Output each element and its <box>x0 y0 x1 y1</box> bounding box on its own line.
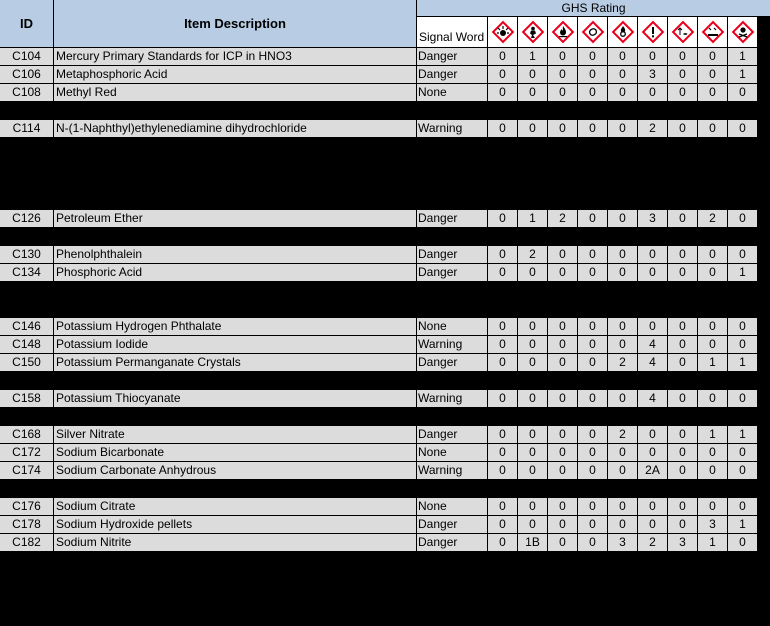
ghs-rating-value: 0 <box>608 462 637 479</box>
table-row <box>0 534 770 551</box>
ghs-rating-value: 0 <box>578 534 607 551</box>
ghs-rating-value: 0 <box>578 516 607 533</box>
ghs-rating-value: 1 <box>698 534 727 551</box>
ghs-rating-value: 2 <box>638 120 667 137</box>
ghs-rating-value: 3 <box>638 210 667 227</box>
ghs-rating-value: 0 <box>518 390 547 407</box>
ghs-rating-value: 0 <box>668 426 697 443</box>
ghs-rating-value: 0 <box>638 426 667 443</box>
table-row <box>0 336 770 353</box>
signal-word: None <box>417 444 487 461</box>
ghs-rating-value: 0 <box>728 390 757 407</box>
signal-word: Danger <box>417 246 487 263</box>
ghs-rating-value: 0 <box>668 210 697 227</box>
item-description: Metaphosphoric Acid <box>54 66 416 83</box>
ghs-rating-value: 0 <box>638 498 667 515</box>
ghs-rating-value: 3 <box>668 534 697 551</box>
ghs-rating-value: 0 <box>578 246 607 263</box>
ghs-rating-value: 0 <box>518 318 547 335</box>
signal-word: Danger <box>417 264 487 281</box>
table-row <box>0 354 770 371</box>
signal-word: Danger <box>417 210 487 227</box>
ghs-rating-value: 0 <box>488 246 517 263</box>
ghs-rating-value: 0 <box>668 336 697 353</box>
ghs-rating-value: 0 <box>668 462 697 479</box>
ghs-rating-value: 0 <box>668 48 697 65</box>
signal-word: Danger <box>417 354 487 371</box>
ghs-rating-value: 0 <box>608 246 637 263</box>
ghs-rating-value: 0 <box>578 84 607 101</box>
ghs-rating-value: 0 <box>548 336 577 353</box>
ghs-pictogram-svg <box>521 20 545 44</box>
flame-over-circle-icon <box>608 17 637 47</box>
ghs-rating-value: 0 <box>548 48 577 65</box>
ghs-rating-value: 0 <box>638 264 667 281</box>
ghs-rating-value: 2 <box>698 210 727 227</box>
ghs-pictogram-svg <box>491 20 515 44</box>
ghs-rating-value: 0 <box>698 444 727 461</box>
ghs-pictogram-svg <box>701 20 725 44</box>
ghs-rating-value: 0 <box>608 318 637 335</box>
ghs-rating-value: 0 <box>488 444 517 461</box>
ghs-rating-value: 0 <box>638 444 667 461</box>
ghs-rating-value: 1 <box>728 48 757 65</box>
table-row <box>0 210 770 227</box>
exploding-bomb-icon <box>488 17 517 47</box>
ghs-rating-value: 4 <box>638 354 667 371</box>
signal-word: Danger <box>417 516 487 533</box>
ghs-rating-value: 0 <box>518 426 547 443</box>
signal-word: Warning <box>417 336 487 353</box>
ghs-rating-value: 0 <box>578 426 607 443</box>
ghs-rating-value: 0 <box>518 498 547 515</box>
ghs-rating-value: 0 <box>488 516 517 533</box>
ghs-rating-value: 0 <box>578 498 607 515</box>
item-description: Potassium Iodide <box>54 336 416 353</box>
gas-cylinder-icon <box>578 17 607 47</box>
health-hazard-icon <box>518 17 547 47</box>
ghs-rating-value: 0 <box>548 444 577 461</box>
signal-word: None <box>417 84 487 101</box>
ghs-rating-value: 1B <box>518 534 547 551</box>
corrosion-icon <box>698 17 727 47</box>
ghs-rating-value: 0 <box>668 120 697 137</box>
ghs-rating-value: 0 <box>668 84 697 101</box>
ghs-rating-value: 0 <box>518 336 547 353</box>
ghs-rating-value: 0 <box>608 444 637 461</box>
table-row <box>0 426 770 443</box>
exclamation-mark-icon <box>638 17 667 47</box>
ghs-rating-value: 0 <box>698 66 727 83</box>
ghs-rating-value: 0 <box>698 318 727 335</box>
ghs-rating-value: 0 <box>518 120 547 137</box>
ghs-rating-value: 0 <box>518 462 547 479</box>
ghs-rating-value: 0 <box>698 264 727 281</box>
ghs-rating-value: 0 <box>518 354 547 371</box>
ghs-rating-value: 0 <box>728 84 757 101</box>
ghs-rating-value: 0 <box>698 120 727 137</box>
ghs-rating-value: 1 <box>518 48 547 65</box>
ghs-rating-value: 1 <box>728 516 757 533</box>
ghs-pictogram-svg <box>611 20 635 44</box>
item-id: C146 <box>0 318 53 335</box>
flame-icon <box>548 17 577 47</box>
table-row <box>0 48 770 65</box>
ghs-rating-value: 1 <box>728 354 757 371</box>
ghs-rating-value: 0 <box>578 354 607 371</box>
ghs-rating-value: 0 <box>488 210 517 227</box>
item-id: C150 <box>0 354 53 371</box>
item-description: Potassium Hydrogen Phthalate <box>54 318 416 335</box>
ghs-rating-value: 0 <box>488 462 517 479</box>
item-id: C130 <box>0 246 53 263</box>
ghs-rating-value: 0 <box>668 354 697 371</box>
ghs-rating-value: 0 <box>728 120 757 137</box>
ghs-rating-value: 0 <box>518 444 547 461</box>
ghs-pictogram-svg <box>671 20 695 44</box>
ghs-rating-value: 4 <box>638 336 667 353</box>
ghs-rating-value: 0 <box>488 426 517 443</box>
ghs-rating-value: 0 <box>548 66 577 83</box>
ghs-rating-value: 0 <box>578 336 607 353</box>
ghs-rating-value: 0 <box>668 516 697 533</box>
ghs-rating-value: 0 <box>608 516 637 533</box>
ghs-rating-value: 2 <box>608 354 637 371</box>
ghs-rating-value: 1 <box>728 66 757 83</box>
ghs-rating-value: 0 <box>728 210 757 227</box>
item-description: Sodium Carbonate Anhydrous <box>54 462 416 479</box>
ghs-rating-value: 0 <box>578 48 607 65</box>
table-row <box>0 318 770 335</box>
item-description: Silver Nitrate <box>54 426 416 443</box>
ghs-rating-value: 0 <box>698 246 727 263</box>
ghs-rating-value: 0 <box>638 48 667 65</box>
ghs-rating-value: 0 <box>638 246 667 263</box>
ghs-rating-value: 0 <box>698 498 727 515</box>
ghs-rating-value: 0 <box>548 534 577 551</box>
table-row <box>0 66 770 83</box>
ghs-rating-value: 0 <box>668 264 697 281</box>
signal-word: Warning <box>417 390 487 407</box>
ghs-rating-value: 1 <box>698 426 727 443</box>
signal-word: Warning <box>417 120 487 137</box>
ghs-rating-value: 1 <box>728 426 757 443</box>
ghs-pictogram-svg <box>551 20 575 44</box>
id-column-header: ID <box>0 0 53 47</box>
item-description: Potassium Permanganate Crystals <box>54 354 416 371</box>
ghs-rating-value: 3 <box>608 534 637 551</box>
signal-word: Danger <box>417 48 487 65</box>
item-id: C134 <box>0 264 53 281</box>
ghs-rating-value: 0 <box>728 336 757 353</box>
ghs-rating-value: 0 <box>488 534 517 551</box>
item-id: C108 <box>0 84 53 101</box>
table-row <box>0 516 770 533</box>
ghs-rating-value: 0 <box>518 84 547 101</box>
item-description: Sodium Bicarbonate <box>54 444 416 461</box>
ghs-rating-value: 0 <box>578 462 607 479</box>
table-row <box>0 84 770 101</box>
table-row <box>0 264 770 281</box>
ghs-rating-value: 0 <box>578 444 607 461</box>
ghs-rating-value: 0 <box>668 390 697 407</box>
ghs-rating-value: 0 <box>488 48 517 65</box>
item-id: C104 <box>0 48 53 65</box>
environment-icon <box>668 17 697 47</box>
ghs-rating-value: 2 <box>548 210 577 227</box>
ghs-rating-value: 2 <box>608 426 637 443</box>
ghs-rating-value: 0 <box>728 534 757 551</box>
ghs-rating-value: 0 <box>608 390 637 407</box>
signal-word: Danger <box>417 426 487 443</box>
ghs-rating-value: 3 <box>698 516 727 533</box>
ghs-rating-value: 0 <box>728 444 757 461</box>
ghs-rating-value: 0 <box>728 246 757 263</box>
item-description: Methyl Red <box>54 84 416 101</box>
ghs-rating-value: 0 <box>638 84 667 101</box>
ghs-rating-value: 0 <box>548 318 577 335</box>
ghs-rating-value: 0 <box>728 498 757 515</box>
ghs-rating-value: 0 <box>578 66 607 83</box>
signal-word: Danger <box>417 66 487 83</box>
ghs-rating-value: 0 <box>578 210 607 227</box>
ghs-rating-value: 0 <box>518 264 547 281</box>
ghs-rating-value: 0 <box>548 462 577 479</box>
ghs-rating-value: 0 <box>608 84 637 101</box>
ghs-rating-value: 0 <box>668 246 697 263</box>
item-id: C126 <box>0 210 53 227</box>
item-id: C172 <box>0 444 53 461</box>
ghs-rating-value: 0 <box>698 390 727 407</box>
ghs-rating-value: 0 <box>488 66 517 83</box>
ghs-rating-value: 0 <box>668 444 697 461</box>
ghs-rating-value: 0 <box>638 318 667 335</box>
ghs-rating-value: 1 <box>518 210 547 227</box>
table-row <box>0 498 770 515</box>
ghs-rating-value: 0 <box>698 336 727 353</box>
item-description: Petroleum Ether <box>54 210 416 227</box>
item-id: C168 <box>0 426 53 443</box>
ghs-rating-value: 0 <box>608 48 637 65</box>
ghs-rating-value: 0 <box>608 120 637 137</box>
ghs-rating-value: 0 <box>488 336 517 353</box>
ghs-rating-value: 0 <box>548 498 577 515</box>
ghs-rating-value: 0 <box>608 336 637 353</box>
ghs-rating-value: 0 <box>548 264 577 281</box>
table-row <box>0 462 770 479</box>
ghs-rating-value: 0 <box>488 354 517 371</box>
ghs-rating-value: 0 <box>488 120 517 137</box>
item-id: C178 <box>0 516 53 533</box>
skull-crossbones-icon <box>728 17 757 47</box>
ghs-rating-value: 2 <box>518 246 547 263</box>
ghs-rating-value: 0 <box>488 318 517 335</box>
item-description: Sodium Nitrite <box>54 534 416 551</box>
ghs-rating-value: 3 <box>638 66 667 83</box>
ghs-rating-value: 0 <box>608 66 637 83</box>
ghs-rating-value: 0 <box>608 498 637 515</box>
ghs-rating-value: 0 <box>728 318 757 335</box>
item-description: Phosphoric Acid <box>54 264 416 281</box>
ghs-rating-value: 1 <box>728 264 757 281</box>
ghs-rating-value: 0 <box>698 462 727 479</box>
ghs-pictogram-svg <box>581 20 605 44</box>
item-description: Sodium Hydroxide pellets <box>54 516 416 533</box>
item-description: Sodium Citrate <box>54 498 416 515</box>
ghs-rating-value: 0 <box>608 210 637 227</box>
signal-word: Danger <box>417 534 487 551</box>
ghs-rating-value: 0 <box>578 318 607 335</box>
ghs-rating-value: 0 <box>548 84 577 101</box>
ghs-rating-value: 0 <box>698 84 727 101</box>
ghs-rating-value: 0 <box>548 246 577 263</box>
signal-word: None <box>417 498 487 515</box>
signal-word: Warning <box>417 462 487 479</box>
ghs-rating-value: 0 <box>578 390 607 407</box>
item-description: Phenolphthalein <box>54 246 416 263</box>
ghs-pictogram-svg <box>641 20 665 44</box>
ghs-rating-value: 0 <box>548 516 577 533</box>
item-id: C176 <box>0 498 53 515</box>
ghs-rating-value: 0 <box>548 426 577 443</box>
ghs-rating-value: 0 <box>698 48 727 65</box>
ghs-rating-value: 2 <box>638 534 667 551</box>
ghs-rating-value: 0 <box>518 516 547 533</box>
ghs-rating-value: 0 <box>488 84 517 101</box>
ghs-rating-value: 0 <box>578 264 607 281</box>
ghs-rating-value: 0 <box>518 66 547 83</box>
description-column-header: Item Description <box>54 0 416 47</box>
ghs-rating-value: 0 <box>548 390 577 407</box>
ghs-rating-value: 0 <box>608 264 637 281</box>
item-id: C114 <box>0 120 53 137</box>
ghs-pictogram-svg <box>731 20 755 44</box>
ghs-rating-value: 0 <box>578 120 607 137</box>
ghs-rating-value: 4 <box>638 390 667 407</box>
ghs-rating-value: 0 <box>668 318 697 335</box>
ghs-rating-value: 2A <box>638 462 667 479</box>
signal-word-header: Signal Word <box>417 17 487 47</box>
ghs-rating-value: 0 <box>668 66 697 83</box>
item-id: C182 <box>0 534 53 551</box>
table-row <box>0 120 770 137</box>
ghs-rating-value: 0 <box>548 354 577 371</box>
item-id: C106 <box>0 66 53 83</box>
ghs-rating-value: 0 <box>488 264 517 281</box>
ghs-rating-value: 0 <box>728 462 757 479</box>
ghs-rating-value: 0 <box>488 390 517 407</box>
signal-word: None <box>417 318 487 335</box>
ghs-rating-header: GHS Rating <box>417 0 770 16</box>
ghs-rating-value: 0 <box>638 516 667 533</box>
item-id: C174 <box>0 462 53 479</box>
ghs-rating-value: 0 <box>488 498 517 515</box>
item-id: C158 <box>0 390 53 407</box>
table-row <box>0 390 770 407</box>
ghs-rating-value: 0 <box>668 498 697 515</box>
ghs-rating-value: 0 <box>548 120 577 137</box>
ghs-rating-value: 1 <box>698 354 727 371</box>
item-description: Potassium Thiocyanate <box>54 390 416 407</box>
item-description: N-(1-Naphthyl)ethylenediamine dihydrochloride <box>54 120 416 137</box>
table-row <box>0 444 770 461</box>
table-row <box>0 246 770 263</box>
item-id: C148 <box>0 336 53 353</box>
item-description: Mercury Primary Standards for ICP in HNO3 <box>54 48 416 65</box>
